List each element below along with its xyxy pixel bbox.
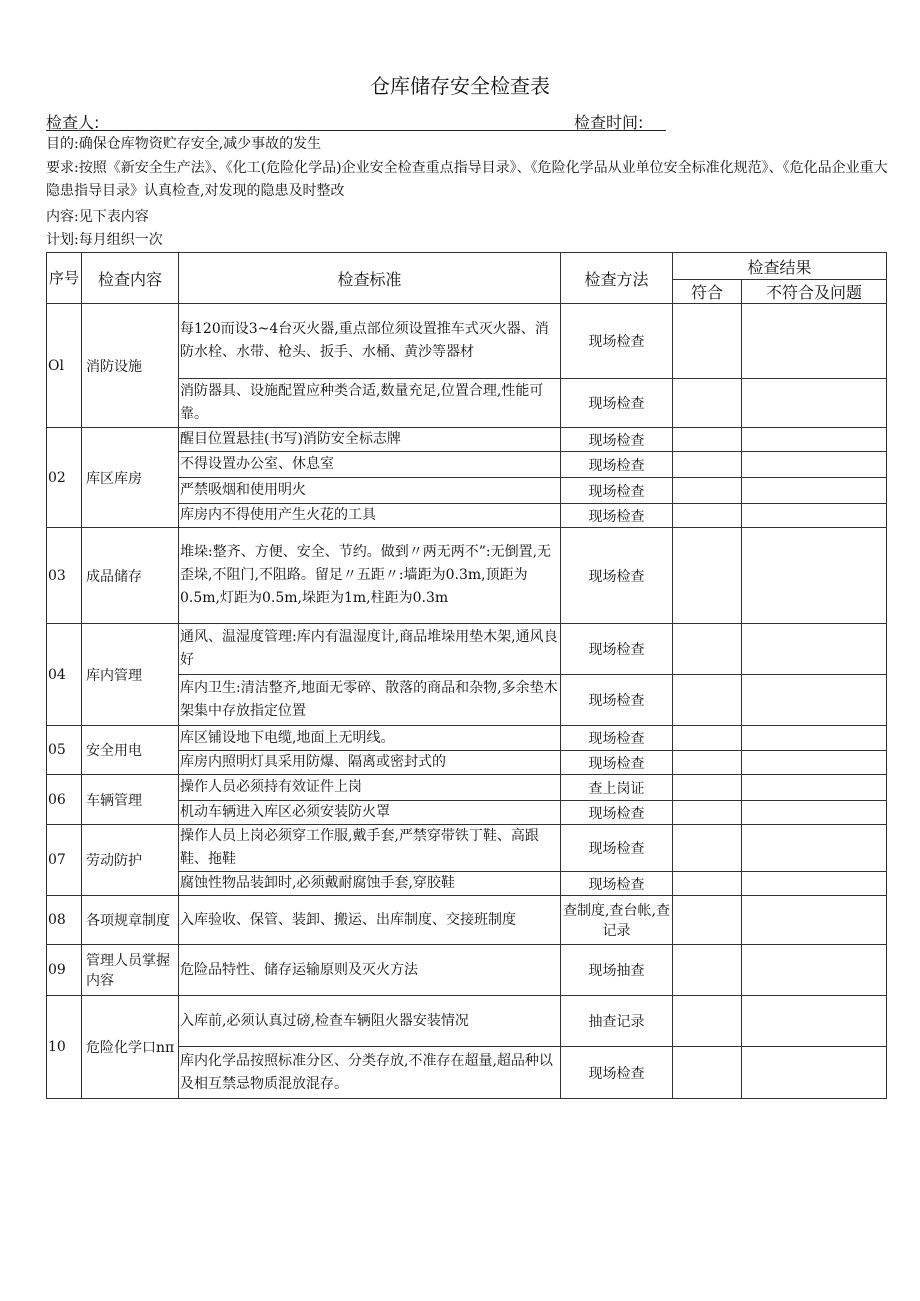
nonconform-cell[interactable] <box>742 1047 887 1099</box>
check-method: 现场检查 <box>561 1047 673 1099</box>
check-standard: 操作人员上岗必须穿工作服,戴手套,严禁穿带铁丁鞋、高跟鞋、拖鞋 <box>179 825 561 872</box>
check-standard: 库房内照明灯具采用防爆、隔离或密封式的 <box>179 751 561 775</box>
nonconform-cell[interactable] <box>742 872 887 896</box>
conform-cell[interactable] <box>673 528 742 624</box>
conform-cell[interactable] <box>673 896 742 945</box>
check-method: 现场检查 <box>561 504 673 528</box>
check-method: 现场检查 <box>561 428 673 452</box>
check-item: 劳动防护 <box>82 825 179 896</box>
check-method: 现场检查 <box>561 478 673 504</box>
nonconform-cell[interactable] <box>742 945 887 996</box>
nonconform-cell[interactable] <box>742 452 887 478</box>
check-item: 危险化学口nπ <box>82 996 179 1099</box>
check-item: 管理人员掌握内容 <box>82 945 179 996</box>
nonconform-cell[interactable] <box>742 478 887 504</box>
table-row <box>47 945 887 996</box>
table-row <box>47 304 887 379</box>
header-method: 检查方法 <box>561 253 673 304</box>
header-seq: 序号 <box>47 253 82 304</box>
table-row <box>47 624 887 675</box>
nonconform-cell[interactable] <box>742 304 887 379</box>
check-method: 现场检查 <box>561 624 673 675</box>
check-method: 现场检查 <box>561 751 673 775</box>
nonconform-cell[interactable] <box>742 428 887 452</box>
check-standard: 库区铺设地下电缆,地面上无明线。 <box>179 726 561 751</box>
check-standard: 消防器具、设施配置应种类合适,数量充足,位置合理,性能可靠。 <box>179 379 561 428</box>
row-number: 02 <box>47 428 82 528</box>
check-standard: 入库验收、保管、装卸、搬运、出库制度、交接班制度 <box>179 896 561 945</box>
conform-cell[interactable] <box>673 751 742 775</box>
row-number: 03 <box>47 528 82 624</box>
page-title: 仓库储存安全检查表 <box>370 74 550 98</box>
check-method: 查上岗证 <box>561 775 673 801</box>
conform-cell[interactable] <box>673 775 742 801</box>
nonconform-cell[interactable] <box>742 504 887 528</box>
header-conform: 符合 <box>673 280 742 304</box>
inspection-time-label: 检查时间: <box>574 113 644 132</box>
row-number: 05 <box>47 726 82 775</box>
conform-cell[interactable] <box>673 825 742 872</box>
conform-cell[interactable] <box>673 726 742 751</box>
check-method: 现场检查 <box>561 801 673 825</box>
check-standard: 危险品特性、储存运输原则及灭火方法 <box>179 945 561 996</box>
table-row <box>47 825 887 872</box>
check-item: 各项规章制度 <box>82 896 179 945</box>
table-row <box>47 896 887 945</box>
requirement-text: 要求:按照《新安全生产法》、《化工(危险化学品)企业安全检查重点指导目录》、《危险化学品从业单位安全标准化规范》、《危化品企业重大隐患指导目录》认真检查,对发现的隐患及时整改 <box>46 160 888 199</box>
check-method: 现场检查 <box>561 528 673 624</box>
nonconform-cell[interactable] <box>742 801 887 825</box>
row-number: 08 <box>47 896 82 945</box>
inspector-label: 检查人: <box>46 113 100 132</box>
check-standard: 操作人员必须持有效证件上岗 <box>179 775 561 801</box>
conform-cell[interactable] <box>673 996 742 1047</box>
nonconform-cell[interactable] <box>742 896 887 945</box>
conform-cell[interactable] <box>673 478 742 504</box>
check-method: 抽查记录 <box>561 996 673 1047</box>
check-method: 现场检查 <box>561 452 673 478</box>
check-item: 库内管理 <box>82 624 179 726</box>
conform-cell[interactable] <box>673 1047 742 1099</box>
header-item: 检查内容 <box>82 253 179 304</box>
conform-cell[interactable] <box>673 624 742 675</box>
content-text: 内容:见下表内容 <box>46 209 149 225</box>
conform-cell[interactable] <box>673 675 742 726</box>
row-number: Ol <box>47 304 82 428</box>
check-method: 现场检查 <box>561 304 673 379</box>
check-item: 成品储存 <box>82 528 179 624</box>
check-item: 车辆管理 <box>82 775 179 825</box>
nonconform-cell[interactable] <box>742 825 887 872</box>
check-item: 消防设施 <box>82 304 179 428</box>
header-result: 检查结果 <box>673 253 887 280</box>
check-item: 安全用电 <box>82 726 179 775</box>
nonconform-cell[interactable] <box>742 624 887 675</box>
check-method: 查制度,查台帐,查记录 <box>561 896 673 945</box>
table-row <box>47 428 887 452</box>
plan-text: 计划:每月组织一次 <box>46 232 163 248</box>
check-method: 现场检查 <box>561 675 673 726</box>
check-method: 现场检查 <box>561 872 673 896</box>
check-method: 现场检查 <box>561 726 673 751</box>
nonconform-cell[interactable] <box>742 528 887 624</box>
check-method: 现场抽查 <box>561 945 673 996</box>
check-standard: 醒目位置悬挂(书写)消防安全标志牌 <box>179 428 561 452</box>
row-number: 09 <box>47 945 82 996</box>
purpose-text: 目的:确保仓库物资贮存安全,减少事故的发生 <box>46 136 322 152</box>
check-standard: 机动车辆进入库区必须安装防火罩 <box>179 801 561 825</box>
check-item: 库区库房 <box>82 428 179 528</box>
check-standard: 每120而设3~4台灭火器,重点部位须设置推车式灭火器、消防水栓、水带、枪头、扳手、水桶、黄沙等器材 <box>179 304 561 379</box>
row-number: 06 <box>47 775 82 825</box>
nonconform-cell[interactable] <box>742 775 887 801</box>
header-nonconform: 不符合及问题 <box>742 280 887 304</box>
table-row <box>47 996 887 1047</box>
conform-cell[interactable] <box>673 801 742 825</box>
check-standard: 库内卫生:清洁整齐,地面无零碎、散落的商品和杂物,多余垫木架集中存放指定位置 <box>179 675 561 726</box>
conform-cell[interactable] <box>673 379 742 428</box>
table-row <box>47 775 887 801</box>
check-standard: 入库前,必须认真过磅,检查车辆阻火器安装情况 <box>179 996 561 1047</box>
nonconform-cell[interactable] <box>742 996 887 1047</box>
conform-cell[interactable] <box>673 304 742 379</box>
conform-cell[interactable] <box>673 504 742 528</box>
row-number: 10 <box>47 996 82 1099</box>
check-standard: 库内化学品按照标准分区、分类存放,不准存在超量,超品种以及相互禁忌物质混放混存。 <box>179 1047 561 1099</box>
row-number: 04 <box>47 624 82 726</box>
nonconform-cell[interactable] <box>742 675 887 726</box>
inspector-line <box>46 110 666 131</box>
check-standard: 腐蚀性物品装卸时,必须戴耐腐蚀手套,穿胶鞋 <box>179 872 561 896</box>
inspection-table <box>46 252 887 1099</box>
check-standard: 堆垛:整齐、方便、安全、节约。做到〃两无两不”:无倒置,无歪垛,不阻门,不阻路。留足〃五距〃:墙距为0.3m,顶距为0.5m,灯距为0.5m,垛距为1m,柱距为0.3m <box>179 528 561 624</box>
nonconform-cell[interactable] <box>742 379 887 428</box>
table-row <box>47 528 887 624</box>
nonconform-cell[interactable] <box>742 726 887 751</box>
conform-cell[interactable] <box>673 452 742 478</box>
conform-cell[interactable] <box>673 872 742 896</box>
table-body <box>47 304 887 1099</box>
check-method: 现场检查 <box>561 825 673 872</box>
row-number: 07 <box>47 825 82 896</box>
conform-cell[interactable] <box>673 428 742 452</box>
conform-cell[interactable] <box>673 945 742 996</box>
check-method: 现场检查 <box>561 379 673 428</box>
header-standard: 检查标准 <box>179 253 561 304</box>
check-standard: 通风、温湿度管理:库内有温湿度计,商品堆垛用垫木架,通风良好 <box>179 624 561 675</box>
check-standard: 严禁吸烟和使用明火 <box>179 478 561 504</box>
check-standard: 库房内不得使用产生火花的工具 <box>179 504 561 528</box>
table-row <box>47 726 887 751</box>
nonconform-cell[interactable] <box>742 751 887 775</box>
check-standard: 不得设置办公室、休息室 <box>179 452 561 478</box>
